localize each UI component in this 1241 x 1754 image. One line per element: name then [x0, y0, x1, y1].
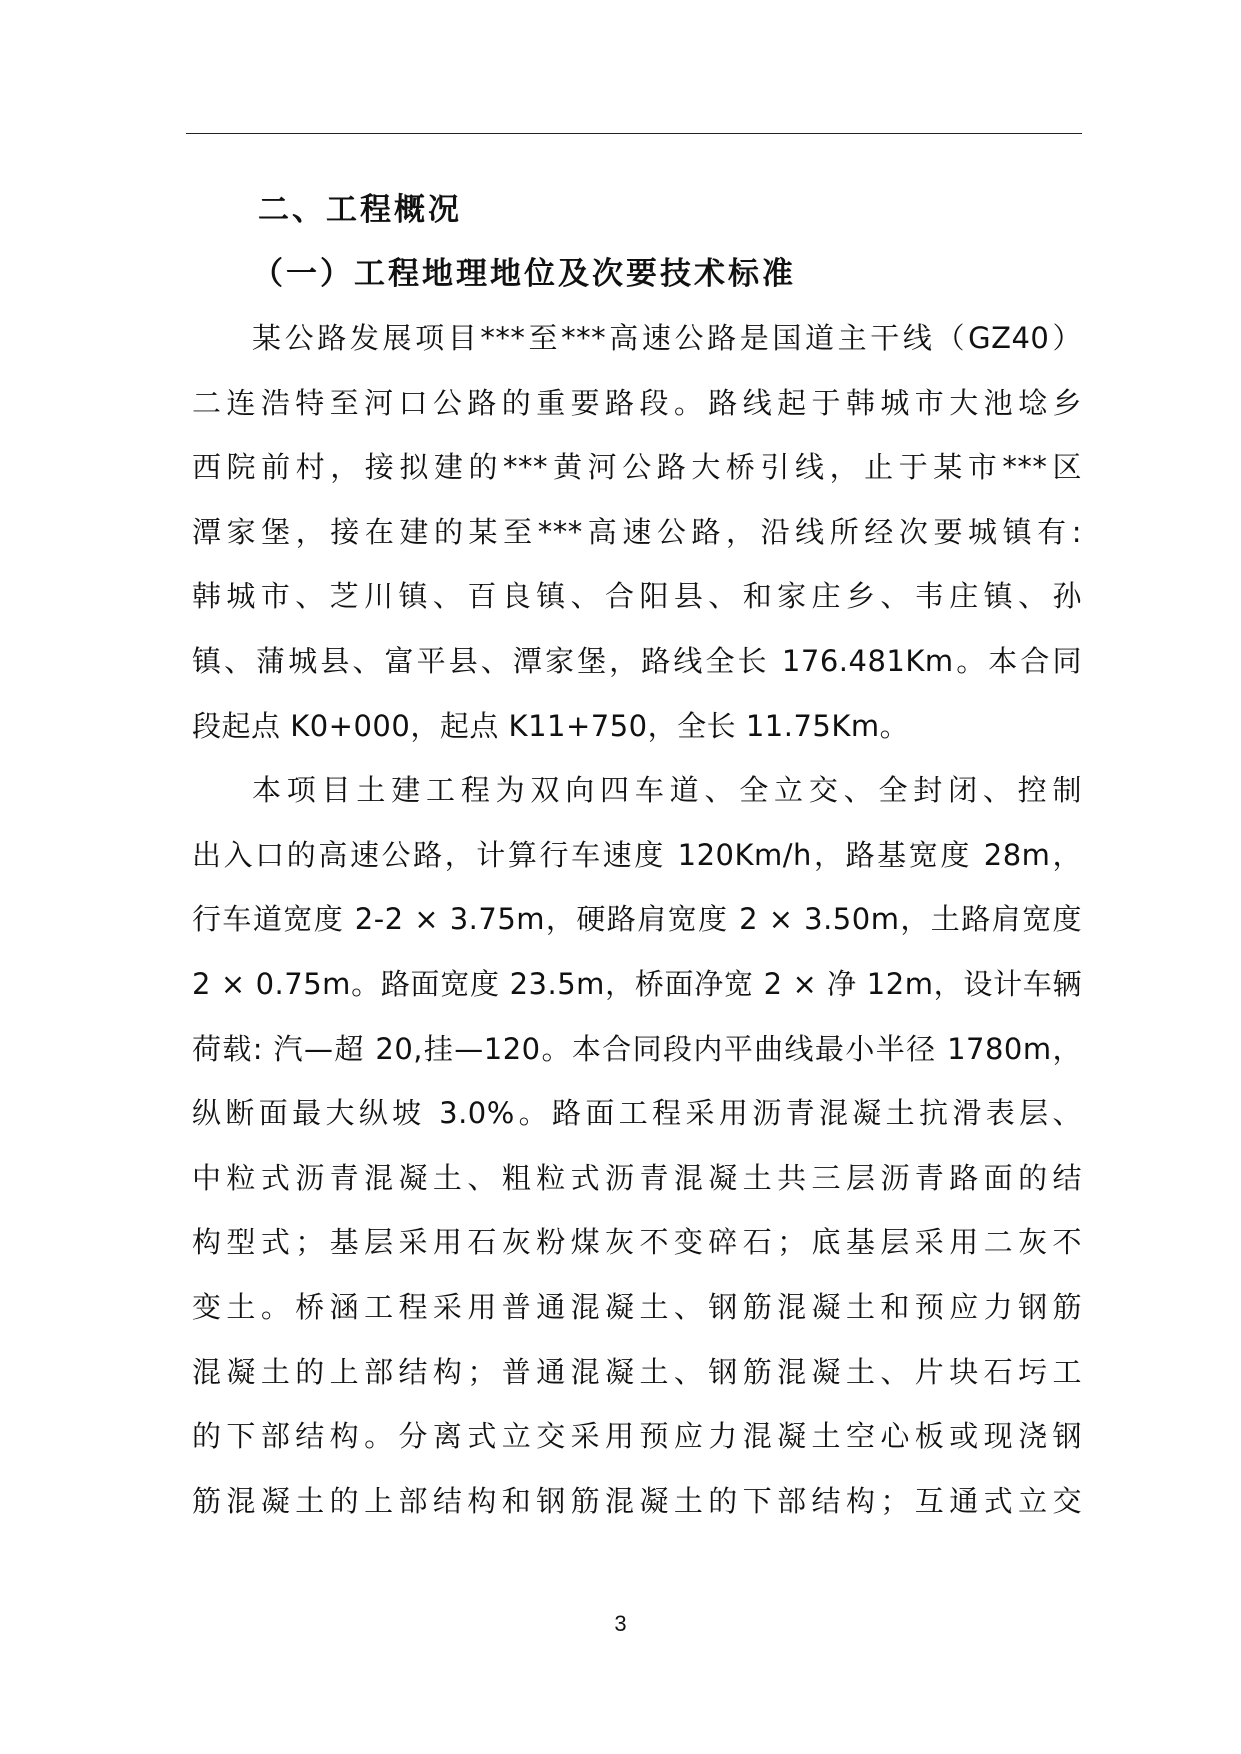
text-line: 二连浩特至河口公路的重要路段。路线起于韩城市大池埝乡: [192, 385, 1082, 420]
text-line: 西院前村，接拟建的***黄河公路大桥引线，止于某市***区: [192, 450, 1082, 485]
section-heading: 二、工程概况: [258, 192, 462, 228]
document-body: [192, 178, 1082, 1533]
text-line: 行车道宽度 2-2 × 3.75m，硬路肩宽度 2 × 3.50m，土路肩宽度: [192, 902, 1082, 937]
text-line: 的下部结构。分离式立交采用预应力混凝土空心板或现浇钢: [192, 1419, 1082, 1454]
text-line: 中粒式沥青混凝土、粗粒式沥青混凝土共三层沥青路面的结: [192, 1160, 1082, 1195]
text-line: 2 × 0.75m。路面宽度 23.5m，桥面净宽 2 × 净 12m，设计车辆: [192, 966, 1082, 1001]
text-line: 混凝土的上部结构；普通混凝土、钢筋混凝土、片块石圬工: [192, 1354, 1082, 1389]
text-line: 筋混凝土的上部结构和钢筋混凝土的下部结构；互通式立交: [192, 1483, 1082, 1518]
text-line: 纵断面最大纵坡 3.0%。路面工程采用沥青混凝土抗滑表层、: [192, 1096, 1082, 1131]
text-line: 荷载: 汽—超 20,挂—120。本合同段内平曲线最小半径 1780m，: [192, 1031, 1082, 1066]
text-line: 潭家堡，接在建的某至***高速公路，沿线所经次要城镇有:: [192, 514, 1082, 549]
text-line: 段起点 K0+000，起点 K11+750，全长 11.75Km。: [192, 708, 910, 743]
page-number: 3: [614, 1611, 627, 1636]
header-rule: [186, 133, 1082, 134]
text-line: 构型式；基层采用石灰粉煤灰不变碎石；底基层采用二灰不: [192, 1225, 1082, 1260]
text-line: 韩城市、芝川镇、百良镇、合阳县、和家庄乡、韦庄镇、孙: [192, 579, 1082, 614]
paragraph-standards: [192, 758, 1082, 1533]
paragraph-location: [192, 306, 1082, 758]
text-line: 变土。桥涵工程采用普通混凝土、钢筋混凝土和预应力钢筋: [192, 1289, 1082, 1324]
text-line: 本项目土建工程为双向四车道、全立交、全封闭、控制: [252, 773, 1082, 808]
subsection-heading: （一）工程地理地位及次要技术标准: [252, 256, 796, 292]
text-line: 出入口的高速公路，计算行车速度 120Km/h，路基宽度 28m，: [192, 837, 1082, 872]
text-line: 某公路发展项目***至***高速公路是国道主干线（GZ40）: [252, 321, 1082, 355]
text-line: 镇、蒲城县、富平县、潭家堡，路线全长 176.481Km。本合同: [192, 643, 1082, 678]
